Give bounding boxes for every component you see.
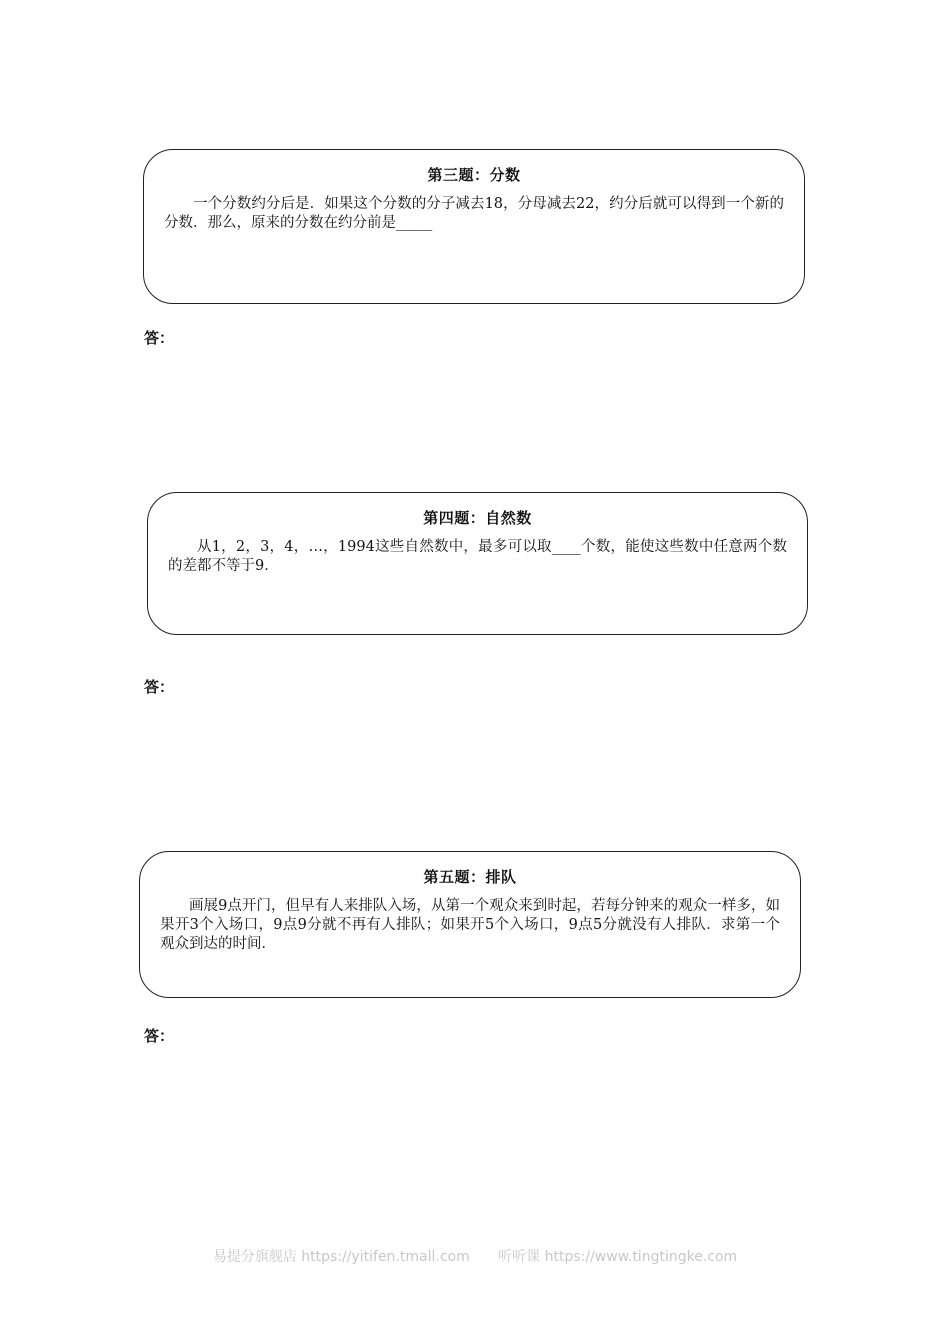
problem-text: 画展9点开门，但早有人来排队入场，从第一个观众来到时起，若每分钟来的观众一样多，如果开3个入场口，9点9分就不再有人排队；如果开5个入场口，9点5分就没有人排队．求第一个观众到达的时间． (160, 898, 780, 952)
answer-label: 答： (144, 1027, 175, 1045)
answer-label: 答： (144, 678, 175, 696)
problem-box-5 (139, 851, 801, 998)
problem-title: 第三题：分数 (427, 166, 521, 184)
problem-text: 一个分数约分后是．如果这个分数的分子减去18，分母减去22，约分后就可以得到一个新的分数．那么，原来的分数在约分前是_____ (164, 196, 784, 231)
footer-site-link[interactable]: 听听课 https://www.tingtingke.com (498, 1249, 738, 1265)
footer-store-link[interactable]: 易提分旗舰店 https://yitifen.tmall.com (212, 1249, 470, 1265)
footer (0, 1246, 950, 1266)
problem-title: 第四题：自然数 (423, 509, 532, 527)
problem-title: 第五题：排队 (423, 868, 517, 886)
problem-box-4 (147, 492, 808, 635)
problem-box-3 (143, 149, 805, 304)
answer-label: 答： (144, 329, 175, 347)
problem-text: 从1，2，3，4，…，1994这些自然数中，最多可以取____个数，能使这些数中任意两个数的差都不等于9． (168, 539, 787, 574)
